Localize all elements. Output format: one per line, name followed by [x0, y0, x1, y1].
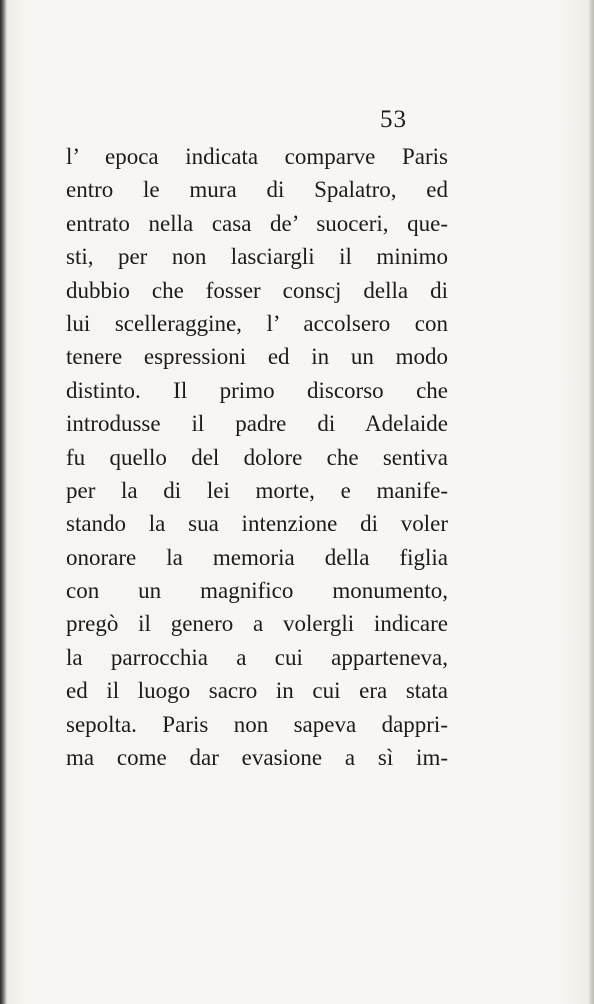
text-line: l’ epoca indicata comparve Paris	[66, 144, 448, 169]
text-line: onorare la memoria della figlia	[66, 544, 448, 570]
page-right-edge	[588, 0, 594, 1004]
text-line: sepolta. Paris non sapeva dappri-	[66, 711, 448, 737]
text-line: entrato nella casa de’ suoceri, que-	[66, 210, 448, 236]
text-line: tenere espressioni ed in un modo	[66, 344, 448, 370]
page-binding-edge	[0, 0, 7, 1004]
page-number: 53	[380, 106, 407, 133]
text-line: lui scelleraggine, l’ accolsero con	[66, 310, 448, 336]
text-line: con un magnifico monumento,	[66, 578, 448, 604]
text-line: entro le mura di Spalatro, ed	[66, 177, 448, 203]
text-line: per la di lei morte, e manife-	[66, 477, 448, 503]
body-text	[66, 140, 448, 774]
text-line: pregò il genero a volergli indicare	[66, 611, 448, 637]
text-line: la parrocchia a cui apparteneva,	[66, 644, 448, 670]
text-line: ma come dar evasione a sì im-	[66, 745, 448, 771]
text-line: stando la sua intenzione di voler	[66, 511, 448, 537]
text-line: ed il luogo sacro in cui era stata	[66, 678, 448, 704]
text-line: dubbio che fosser conscj della di	[66, 277, 448, 303]
text-line: distinto. Il primo discorso che	[66, 377, 448, 403]
text-line: fu quello del dolore che sentiva	[66, 444, 448, 470]
text-line: sti, per non lasciargli il minimo	[66, 244, 448, 270]
text-line: introdusse il padre di Adelaide	[66, 411, 448, 437]
